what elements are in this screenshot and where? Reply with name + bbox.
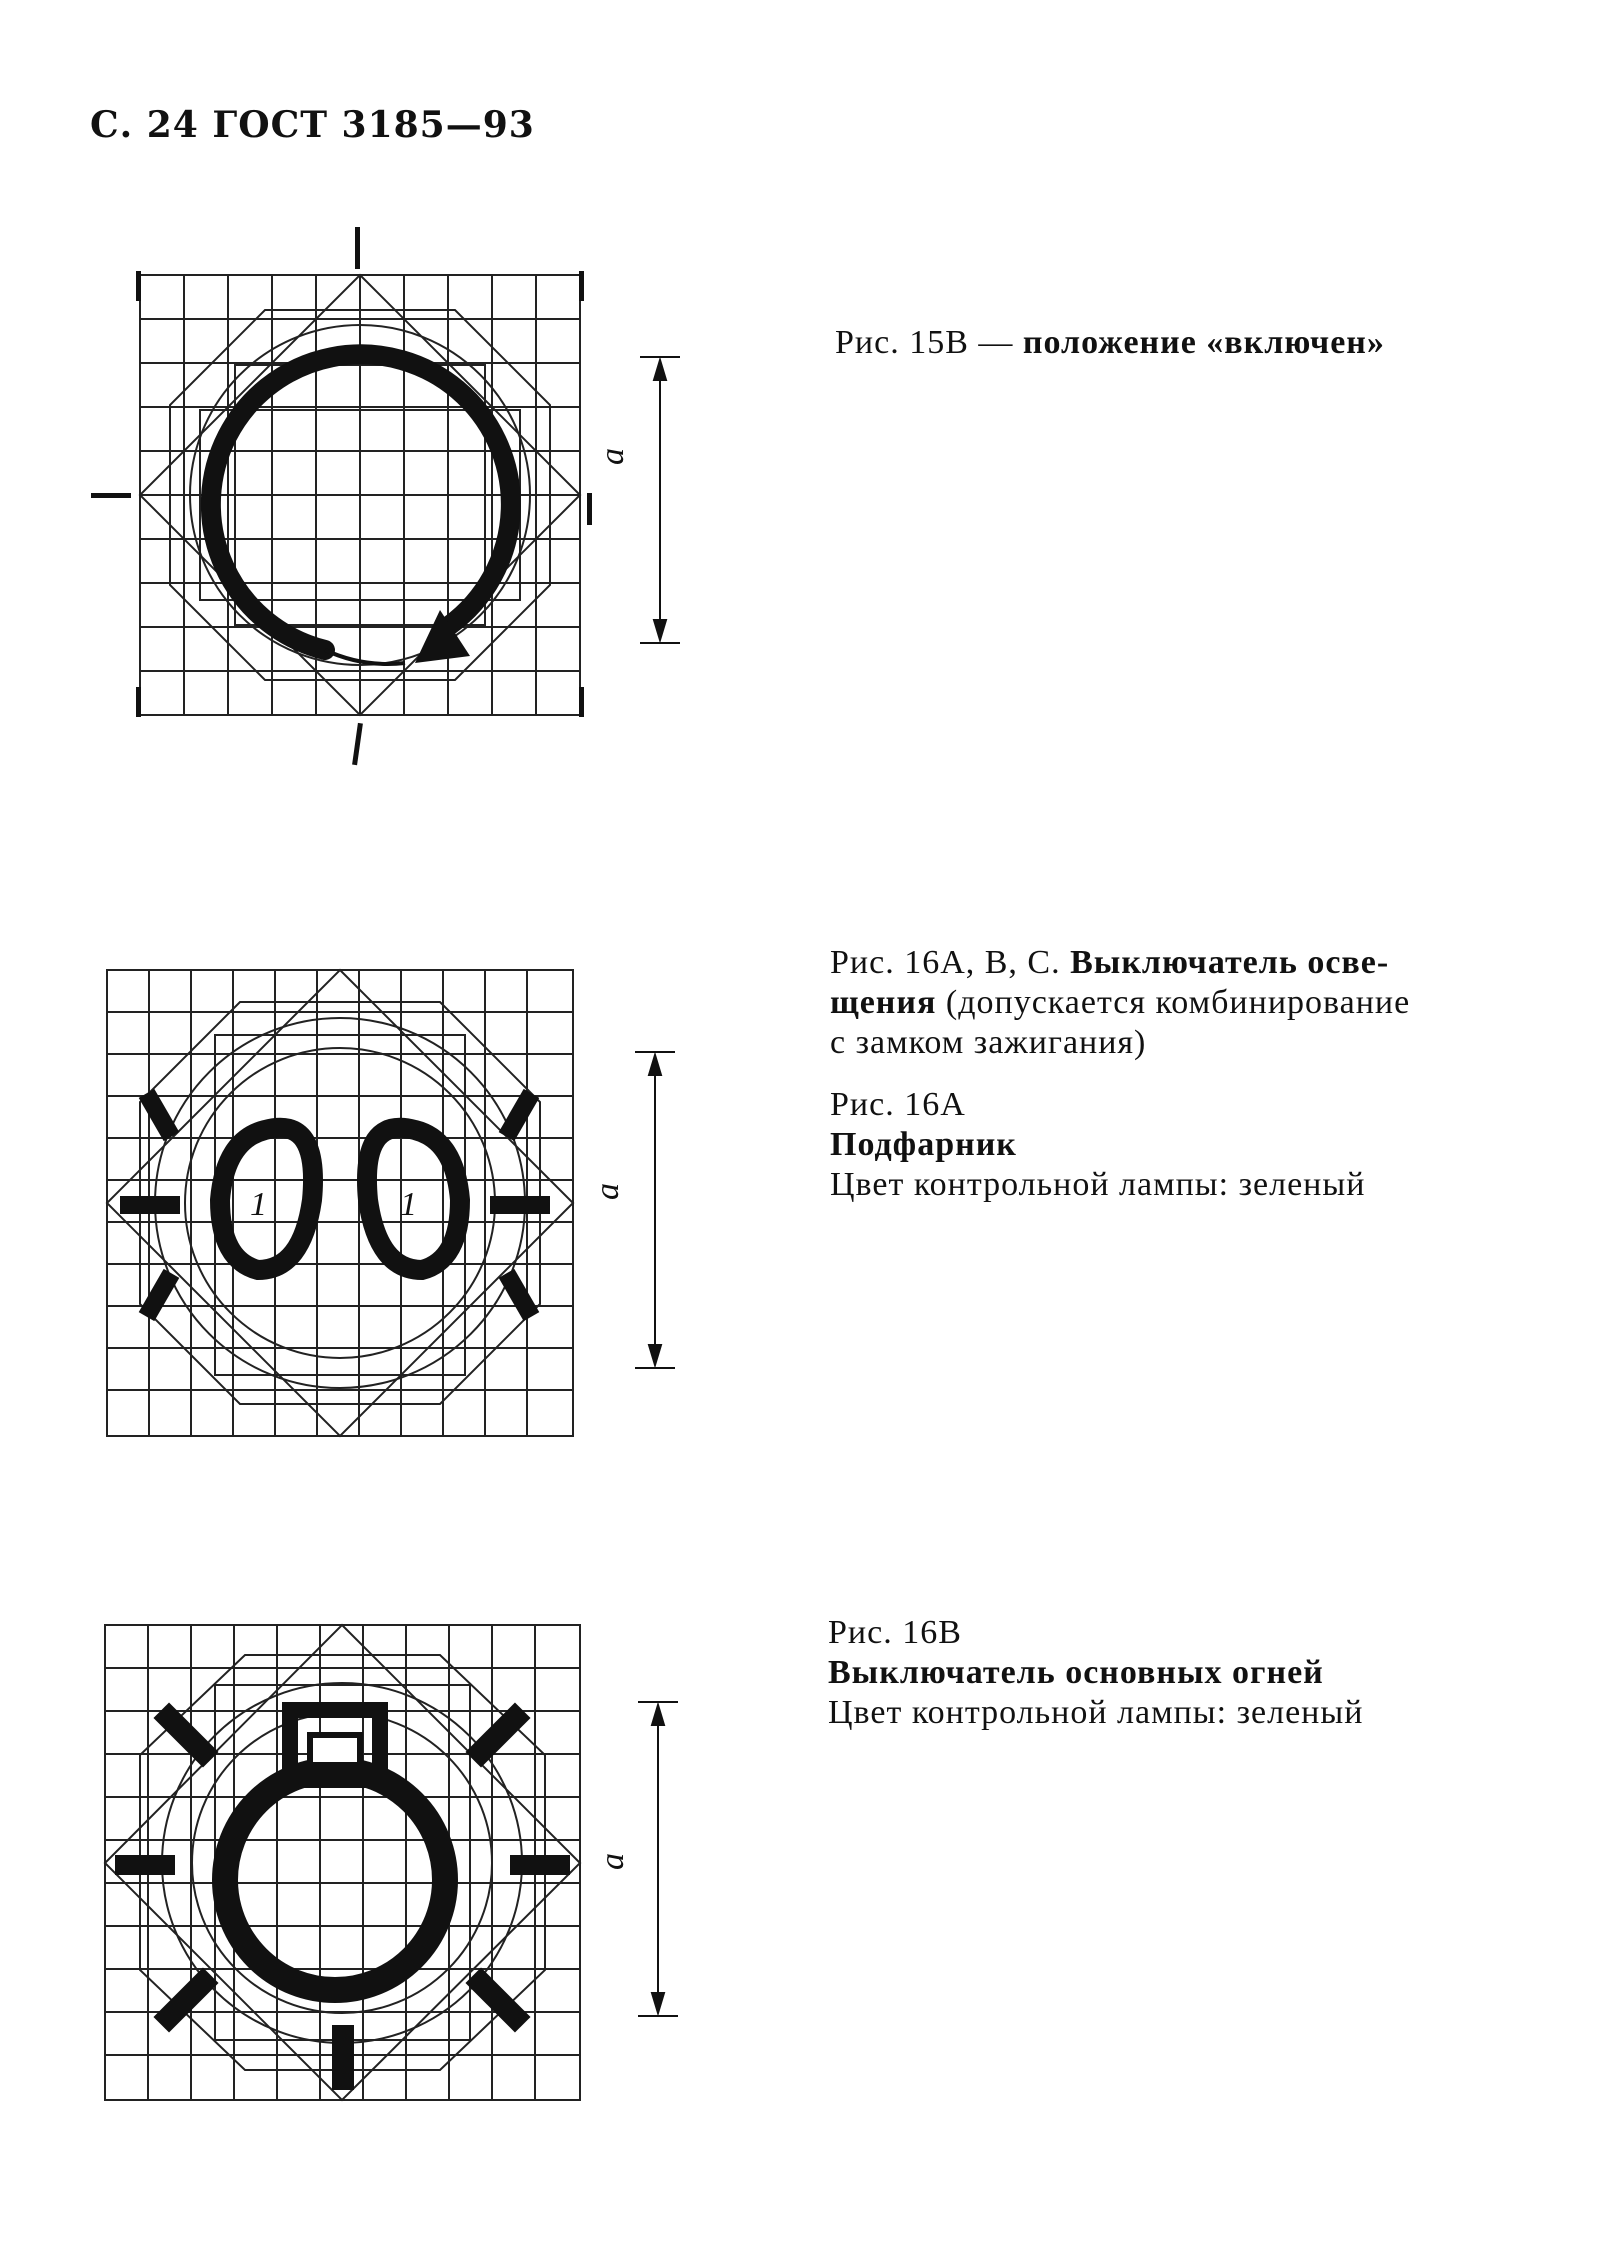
caption-16b (828, 1613, 1363, 1733)
figure-15b (85, 215, 705, 785)
dimension-a (638, 1702, 678, 2016)
caption-16a-label: Рис. 16A (830, 1086, 966, 1123)
caption-15b (835, 323, 1385, 363)
caption-16a-name: Подфарник (830, 1126, 1017, 1163)
figure-15b-drawing (85, 215, 705, 785)
caption-15b-title: положение «включен» (1022, 324, 1385, 361)
dimension-a (640, 357, 680, 643)
dimension-label: a (594, 448, 631, 465)
figure-16b (85, 1595, 705, 2155)
caption-15b-label: Рис. 15B (835, 324, 969, 361)
symbol-label-right: 1 (400, 1186, 417, 1223)
dimension-label: a (589, 1183, 626, 1200)
figure-16b-drawing (85, 1595, 705, 2155)
figure-16a (90, 940, 710, 1460)
caption-16abc-rest-2: с замком зажигания) (830, 1024, 1147, 1061)
parking-light-symbol (220, 1128, 460, 1270)
dimension-label: a (594, 1853, 631, 1870)
caption-16abc-bold-1: Выключатель осве- (1070, 944, 1390, 981)
caption-16b-label: Рис. 16B (828, 1614, 962, 1651)
symbol-label-left: 1 (250, 1186, 267, 1223)
caption-16b-name: Выключатель основных огней (828, 1654, 1324, 1691)
caption-16a-lamp: Цвет контрольной лампы: зеленый (830, 1166, 1366, 1203)
caption-16abc-prefix: Рис. 16A, B, C. (830, 944, 1071, 981)
main-lights-symbol (225, 1710, 445, 1990)
caption-16abc-bold-2: щения (830, 984, 937, 1021)
caption-16a (830, 943, 1410, 1205)
figure-16a-drawing (90, 940, 710, 1460)
page-header: С. 24 ГОСТ 3185—93 (90, 104, 535, 146)
caption-16b-lamp: Цвет контрольной лампы: зеленый (828, 1694, 1364, 1731)
dimension-a (635, 1052, 675, 1368)
caption-16abc-rest-1: (допускается комбинирование (936, 984, 1411, 1021)
caption-15b-dash: — (968, 324, 1023, 361)
